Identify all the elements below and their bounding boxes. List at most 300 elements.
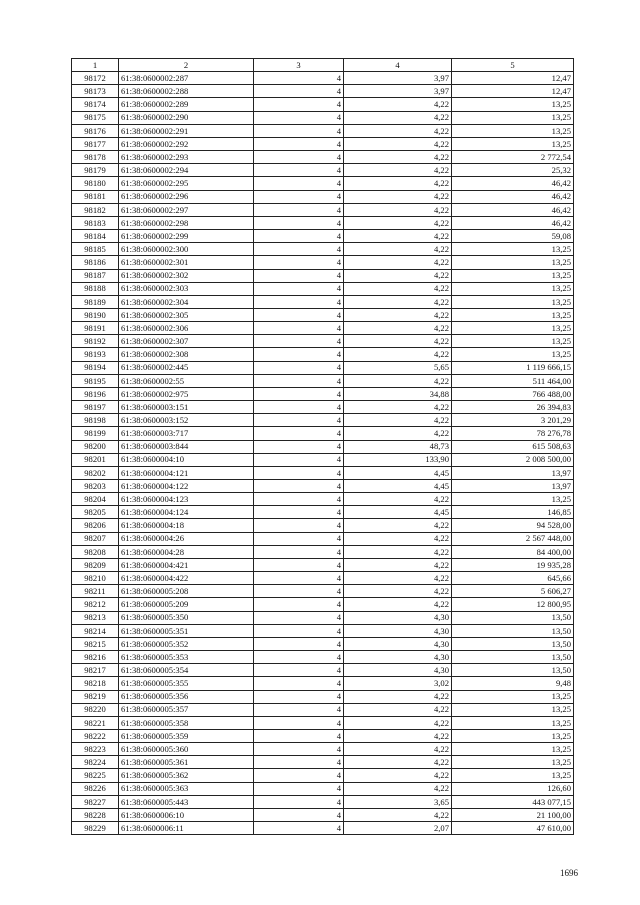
cadastral-number-cell: 61:38:0600005:351 (119, 624, 254, 637)
category-cell: 4 (254, 558, 344, 571)
cadastral-number-cell: 61:38:0600005:361 (119, 756, 254, 769)
rate-cell: 34,88 (344, 387, 452, 400)
cadastral-number-cell: 61:38:0600002:287 (119, 72, 254, 85)
rate-cell: 133,90 (344, 453, 452, 466)
row-number-cell: 98192 (72, 335, 119, 348)
category-cell: 4 (254, 453, 344, 466)
amount-cell: 13,25 (452, 348, 574, 361)
amount-cell: 766 488,00 (452, 387, 574, 400)
category-cell: 4 (254, 729, 344, 742)
rate-cell: 4,45 (344, 480, 452, 493)
amount-cell: 13,25 (452, 335, 574, 348)
rate-cell: 4,30 (344, 651, 452, 664)
table-row (72, 716, 574, 729)
cadastral-number-cell: 61:38:0600004:122 (119, 480, 254, 493)
amount-cell: 13,25 (452, 690, 574, 703)
amount-cell: 46,42 (452, 203, 574, 216)
table-row (72, 506, 574, 519)
rate-cell: 4,22 (344, 295, 452, 308)
column-header-4: 4 (344, 59, 452, 72)
cadastral-number-cell: 61:38:0600002:297 (119, 203, 254, 216)
category-cell: 4 (254, 414, 344, 427)
rate-cell: 4,22 (344, 769, 452, 782)
amount-cell: 13,25 (452, 124, 574, 137)
amount-cell: 12,47 (452, 72, 574, 85)
table-row (72, 177, 574, 190)
category-cell: 4 (254, 769, 344, 782)
rate-cell: 4,22 (344, 164, 452, 177)
row-number-cell: 98191 (72, 322, 119, 335)
category-cell: 4 (254, 308, 344, 321)
category-cell: 4 (254, 137, 344, 150)
table-row (72, 651, 574, 664)
amount-cell: 2 008 500,00 (452, 453, 574, 466)
cadastral-number-cell: 61:38:0600002:301 (119, 256, 254, 269)
amount-cell: 13,25 (452, 111, 574, 124)
row-number-cell: 98221 (72, 716, 119, 729)
cadastral-number-cell: 61:38:0600004:421 (119, 558, 254, 571)
amount-cell: 59,08 (452, 230, 574, 243)
table-row (72, 743, 574, 756)
row-number-cell: 98178 (72, 151, 119, 164)
rate-cell: 4,30 (344, 624, 452, 637)
rate-cell: 3,97 (344, 72, 452, 85)
amount-cell: 511 464,00 (452, 374, 574, 387)
cadastral-number-cell: 61:38:0600002:299 (119, 230, 254, 243)
row-number-cell: 98174 (72, 98, 119, 111)
category-cell: 4 (254, 98, 344, 111)
table-row (72, 414, 574, 427)
rate-cell: 4,22 (344, 335, 452, 348)
category-cell: 4 (254, 190, 344, 203)
row-number-cell: 98195 (72, 374, 119, 387)
amount-cell: 13,97 (452, 466, 574, 479)
cadastral-number-cell: 61:38:0600005:354 (119, 664, 254, 677)
amount-cell: 26 394,83 (452, 401, 574, 414)
amount-cell: 13,25 (452, 703, 574, 716)
table-row (72, 572, 574, 585)
category-cell: 4 (254, 111, 344, 124)
category-cell: 4 (254, 782, 344, 795)
category-cell: 4 (254, 440, 344, 453)
table-row (72, 769, 574, 782)
category-cell: 4 (254, 124, 344, 137)
row-number-cell: 98187 (72, 269, 119, 282)
amount-cell: 3 201,29 (452, 414, 574, 427)
category-cell: 4 (254, 427, 344, 440)
row-number-cell: 98228 (72, 808, 119, 821)
row-number-cell: 98188 (72, 282, 119, 295)
rate-cell: 4,22 (344, 690, 452, 703)
amount-cell: 13,25 (452, 282, 574, 295)
category-cell: 4 (254, 282, 344, 295)
column-header-3: 3 (254, 59, 344, 72)
rate-cell: 4,22 (344, 545, 452, 558)
amount-cell: 78 276,78 (452, 427, 574, 440)
cadastral-number-cell: 61:38:0600006:11 (119, 822, 254, 835)
cadastral-number-cell: 61:38:0600002:291 (119, 124, 254, 137)
row-number-cell: 98217 (72, 664, 119, 677)
rate-cell: 4,22 (344, 308, 452, 321)
rate-cell: 4,45 (344, 506, 452, 519)
category-cell: 4 (254, 637, 344, 650)
rate-cell: 3,97 (344, 85, 452, 98)
table-row (72, 690, 574, 703)
category-cell: 4 (254, 164, 344, 177)
amount-cell: 13,50 (452, 624, 574, 637)
amount-cell: 146,85 (452, 506, 574, 519)
cadastral-number-cell: 61:38:0600002:295 (119, 177, 254, 190)
table-row (72, 85, 574, 98)
amount-cell: 13,25 (452, 295, 574, 308)
category-cell: 4 (254, 256, 344, 269)
table-row (72, 269, 574, 282)
row-number-cell: 98190 (72, 308, 119, 321)
amount-cell: 13,50 (452, 611, 574, 624)
row-number-cell: 98186 (72, 256, 119, 269)
cadastral-number-cell: 61:38:0600005:208 (119, 585, 254, 598)
row-number-cell: 98185 (72, 243, 119, 256)
table-row (72, 822, 574, 835)
rate-cell: 4,22 (344, 269, 452, 282)
category-cell: 4 (254, 243, 344, 256)
table-row (72, 519, 574, 532)
category-cell: 4 (254, 532, 344, 545)
category-cell: 4 (254, 322, 344, 335)
amount-cell: 47 610,00 (452, 822, 574, 835)
cadastral-number-cell: 61:38:0600006:10 (119, 808, 254, 821)
category-cell: 4 (254, 269, 344, 282)
amount-cell: 13,50 (452, 664, 574, 677)
category-cell: 4 (254, 387, 344, 400)
row-number-cell: 98223 (72, 743, 119, 756)
amount-cell: 13,97 (452, 480, 574, 493)
rate-cell: 4,22 (344, 585, 452, 598)
table-row (72, 256, 574, 269)
rate-cell: 4,22 (344, 282, 452, 295)
rate-cell: 4,22 (344, 124, 452, 137)
category-cell: 4 (254, 822, 344, 835)
registry-table (71, 58, 574, 835)
table-row (72, 164, 574, 177)
row-number-cell: 98220 (72, 703, 119, 716)
row-number-cell: 98179 (72, 164, 119, 177)
cadastral-number-cell: 61:38:0600003:717 (119, 427, 254, 440)
amount-cell: 13,25 (452, 256, 574, 269)
row-number-cell: 98198 (72, 414, 119, 427)
rate-cell: 4,22 (344, 374, 452, 387)
rate-cell: 4,22 (344, 493, 452, 506)
rate-cell: 4,22 (344, 519, 452, 532)
page-number: 1696 (560, 868, 578, 878)
cadastral-number-cell: 61:38:0600002:308 (119, 348, 254, 361)
table-row (72, 558, 574, 571)
amount-cell: 13,25 (452, 743, 574, 756)
category-cell: 4 (254, 545, 344, 558)
cadastral-number-cell: 61:38:0600002:307 (119, 335, 254, 348)
row-number-cell: 98214 (72, 624, 119, 637)
cadastral-number-cell: 61:38:0600004:26 (119, 532, 254, 545)
amount-cell: 13,25 (452, 243, 574, 256)
category-cell: 4 (254, 624, 344, 637)
amount-cell: 13,25 (452, 269, 574, 282)
amount-cell: 13,50 (452, 637, 574, 650)
row-number-cell: 98193 (72, 348, 119, 361)
category-cell: 4 (254, 493, 344, 506)
rate-cell: 2,07 (344, 822, 452, 835)
category-cell: 4 (254, 756, 344, 769)
row-number-cell: 98209 (72, 558, 119, 571)
row-number-cell: 98175 (72, 111, 119, 124)
amount-cell: 2 567 448,00 (452, 532, 574, 545)
amount-cell: 46,42 (452, 190, 574, 203)
row-number-cell: 98218 (72, 677, 119, 690)
cadastral-number-cell: 61:38:0600002:302 (119, 269, 254, 282)
cadastral-number-cell: 61:38:0600004:121 (119, 466, 254, 479)
cadastral-number-cell: 61:38:0600002:292 (119, 137, 254, 150)
table-row (72, 387, 574, 400)
table-row (72, 493, 574, 506)
category-cell: 4 (254, 795, 344, 808)
amount-cell: 9,48 (452, 677, 574, 690)
cadastral-number-cell: 61:38:0600005:360 (119, 743, 254, 756)
rate-cell: 4,22 (344, 427, 452, 440)
table-row (72, 137, 574, 150)
category-cell: 4 (254, 177, 344, 190)
category-cell: 4 (254, 716, 344, 729)
rate-cell: 4,22 (344, 98, 452, 111)
row-number-cell: 98200 (72, 440, 119, 453)
cadastral-number-cell: 61:38:0600004:123 (119, 493, 254, 506)
table-row (72, 532, 574, 545)
table-body (72, 72, 574, 835)
cadastral-number-cell: 61:38:0600002:305 (119, 308, 254, 321)
rate-cell: 4,22 (344, 190, 452, 203)
amount-cell: 46,42 (452, 216, 574, 229)
row-number-cell: 98182 (72, 203, 119, 216)
table-row (72, 453, 574, 466)
rate-cell: 4,22 (344, 151, 452, 164)
category-cell: 4 (254, 466, 344, 479)
amount-cell: 443 077,15 (452, 795, 574, 808)
cadastral-number-cell: 61:38:0600002:296 (119, 190, 254, 203)
row-number-cell: 98196 (72, 387, 119, 400)
row-number-cell: 98203 (72, 480, 119, 493)
cadastral-number-cell: 61:38:0600005:443 (119, 795, 254, 808)
cadastral-number-cell: 61:38:0600005:358 (119, 716, 254, 729)
row-number-cell: 98213 (72, 611, 119, 624)
amount-cell: 645,66 (452, 572, 574, 585)
amount-cell: 84 400,00 (452, 545, 574, 558)
row-number-cell: 98227 (72, 795, 119, 808)
category-cell: 4 (254, 335, 344, 348)
cadastral-number-cell: 61:38:0600005:359 (119, 729, 254, 742)
amount-cell: 13,25 (452, 322, 574, 335)
amount-cell: 13,25 (452, 137, 574, 150)
rate-cell: 4,22 (344, 348, 452, 361)
table-row (72, 427, 574, 440)
table-row (72, 611, 574, 624)
row-number-cell: 98216 (72, 651, 119, 664)
row-number-cell: 98176 (72, 124, 119, 137)
rate-cell: 4,45 (344, 466, 452, 479)
rate-cell: 4,22 (344, 401, 452, 414)
row-number-cell: 98210 (72, 572, 119, 585)
rate-cell: 4,22 (344, 808, 452, 821)
rate-cell: 3,02 (344, 677, 452, 690)
amount-cell: 13,25 (452, 98, 574, 111)
row-number-cell: 98207 (72, 532, 119, 545)
table-row (72, 466, 574, 479)
amount-cell: 25,32 (452, 164, 574, 177)
cadastral-number-cell: 61:38:0600003:844 (119, 440, 254, 453)
rate-cell: 4,22 (344, 703, 452, 716)
cadastral-number-cell: 61:38:0600004:124 (119, 506, 254, 519)
column-header-1: 1 (72, 59, 119, 72)
column-header-5: 5 (452, 59, 574, 72)
table-row (72, 795, 574, 808)
cadastral-number-cell: 61:38:0600004:28 (119, 545, 254, 558)
row-number-cell: 98194 (72, 361, 119, 374)
amount-cell: 94 528,00 (452, 519, 574, 532)
category-cell: 4 (254, 506, 344, 519)
cadastral-number-cell: 61:38:0600002:55 (119, 374, 254, 387)
cadastral-number-cell: 61:38:0600005:362 (119, 769, 254, 782)
rate-cell: 4,22 (344, 177, 452, 190)
rate-cell: 4,22 (344, 256, 452, 269)
cadastral-number-cell: 61:38:0600005:209 (119, 598, 254, 611)
table-row (72, 374, 574, 387)
category-cell: 4 (254, 664, 344, 677)
amount-cell: 46,42 (452, 177, 574, 190)
row-number-cell: 98219 (72, 690, 119, 703)
cadastral-number-cell: 61:38:0600005:353 (119, 651, 254, 664)
category-cell: 4 (254, 519, 344, 532)
row-number-cell: 98225 (72, 769, 119, 782)
rate-cell: 4,22 (344, 572, 452, 585)
amount-cell: 21 100,00 (452, 808, 574, 821)
category-cell: 4 (254, 361, 344, 374)
amount-cell: 13,25 (452, 493, 574, 506)
table-row (72, 151, 574, 164)
row-number-cell: 98184 (72, 230, 119, 243)
cadastral-number-cell: 61:38:0600002:300 (119, 243, 254, 256)
table-row (72, 98, 574, 111)
amount-cell: 13,25 (452, 716, 574, 729)
row-number-cell: 98183 (72, 216, 119, 229)
category-cell: 4 (254, 611, 344, 624)
amount-cell: 13,25 (452, 769, 574, 782)
table-row (72, 335, 574, 348)
table-row (72, 808, 574, 821)
cadastral-number-cell: 61:38:0600002:304 (119, 295, 254, 308)
table-row (72, 637, 574, 650)
rate-cell: 4,22 (344, 532, 452, 545)
rate-cell: 4,22 (344, 756, 452, 769)
amount-cell: 13,25 (452, 756, 574, 769)
table-row (72, 295, 574, 308)
row-number-cell: 98226 (72, 782, 119, 795)
amount-cell: 5 606,27 (452, 585, 574, 598)
cadastral-number-cell: 61:38:0600005:363 (119, 782, 254, 795)
row-number-cell: 98189 (72, 295, 119, 308)
category-cell: 4 (254, 295, 344, 308)
category-cell: 4 (254, 230, 344, 243)
category-cell: 4 (254, 808, 344, 821)
table-row (72, 203, 574, 216)
row-number-cell: 98180 (72, 177, 119, 190)
cadastral-number-cell: 61:38:0600002:303 (119, 282, 254, 295)
row-number-cell: 98206 (72, 519, 119, 532)
table-row (72, 72, 574, 85)
category-cell: 4 (254, 690, 344, 703)
header-row (72, 59, 574, 72)
table-row (72, 703, 574, 716)
row-number-cell: 98229 (72, 822, 119, 835)
rate-cell: 4,22 (344, 414, 452, 427)
rate-cell: 4,30 (344, 664, 452, 677)
category-cell: 4 (254, 677, 344, 690)
row-number-cell: 98211 (72, 585, 119, 598)
category-cell: 4 (254, 480, 344, 493)
amount-cell: 12,47 (452, 85, 574, 98)
rate-cell: 4,22 (344, 729, 452, 742)
row-number-cell: 98201 (72, 453, 119, 466)
table-row (72, 190, 574, 203)
row-number-cell: 98177 (72, 137, 119, 150)
category-cell: 4 (254, 348, 344, 361)
category-cell: 4 (254, 85, 344, 98)
cadastral-number-cell: 61:38:0600002:289 (119, 98, 254, 111)
rate-cell: 4,22 (344, 111, 452, 124)
cadastral-number-cell: 61:38:0600002:306 (119, 322, 254, 335)
row-number-cell: 98181 (72, 190, 119, 203)
amount-cell: 19 935,28 (452, 558, 574, 571)
cadastral-number-cell: 61:38:0600002:294 (119, 164, 254, 177)
row-number-cell: 98172 (72, 72, 119, 85)
row-number-cell: 98199 (72, 427, 119, 440)
row-number-cell: 98212 (72, 598, 119, 611)
rate-cell: 4,22 (344, 782, 452, 795)
cadastral-number-cell: 61:38:0600005:352 (119, 637, 254, 650)
table-row (72, 308, 574, 321)
rate-cell: 4,22 (344, 243, 452, 256)
category-cell: 4 (254, 203, 344, 216)
rate-cell: 4,22 (344, 216, 452, 229)
table-row (72, 677, 574, 690)
category-cell: 4 (254, 572, 344, 585)
table-row (72, 401, 574, 414)
amount-cell: 12 800,95 (452, 598, 574, 611)
rate-cell: 4,22 (344, 716, 452, 729)
rate-cell: 5,65 (344, 361, 452, 374)
cadastral-number-cell: 61:38:0600005:356 (119, 690, 254, 703)
table-row (72, 216, 574, 229)
table-row (72, 729, 574, 742)
category-cell: 4 (254, 651, 344, 664)
table-row (72, 598, 574, 611)
cadastral-number-cell: 61:38:0600003:152 (119, 414, 254, 427)
rate-cell: 4,22 (344, 322, 452, 335)
rate-cell: 4,22 (344, 137, 452, 150)
table-row (72, 361, 574, 374)
amount-cell: 1 119 666,15 (452, 361, 574, 374)
rate-cell: 4,30 (344, 611, 452, 624)
table-row (72, 756, 574, 769)
table-row (72, 282, 574, 295)
table-row (72, 111, 574, 124)
rate-cell: 4,22 (344, 743, 452, 756)
